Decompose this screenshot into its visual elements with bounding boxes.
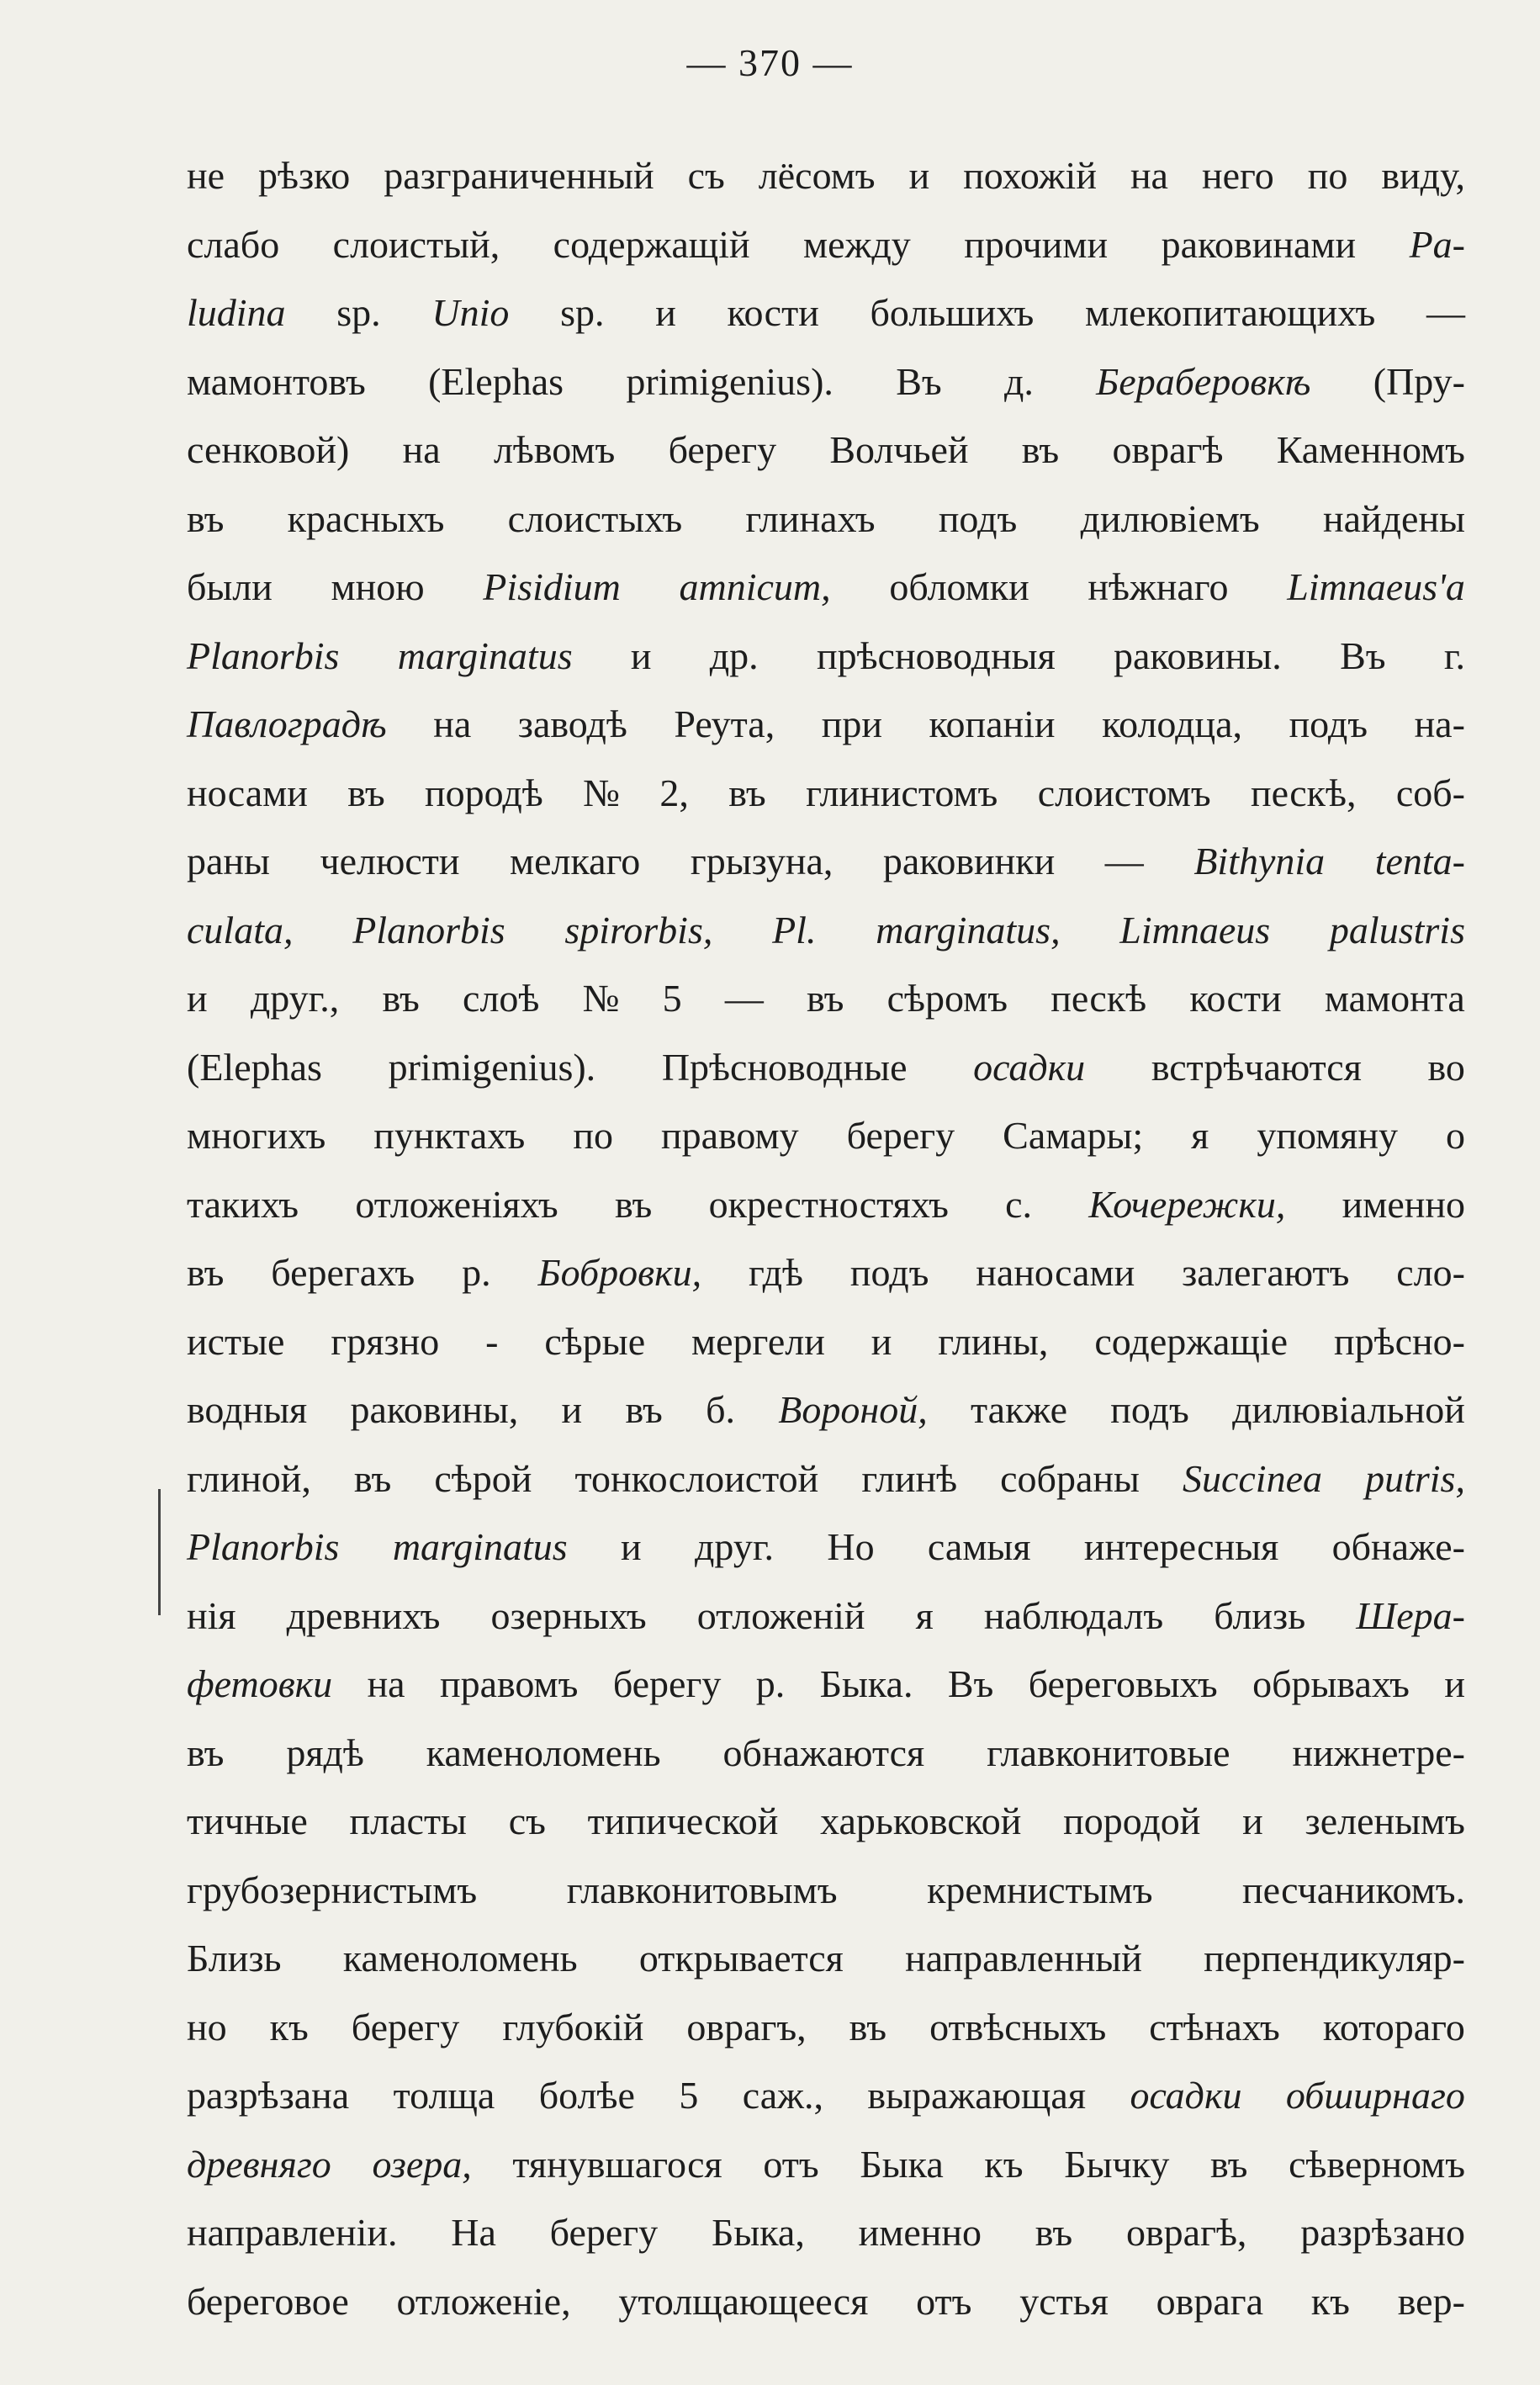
word: сѣрые: [544, 1319, 646, 1363]
word: нижнетре-: [1292, 1730, 1465, 1774]
word: 5: [679, 2074, 699, 2117]
word: подъ: [1110, 1388, 1189, 1431]
word: оврагъ,: [686, 2005, 807, 2048]
word: и: [621, 1525, 642, 1568]
body-text: [187, 141, 1465, 2335]
word: Но: [827, 1525, 875, 1568]
word: въ: [1035, 2211, 1073, 2254]
word: берегу: [549, 2211, 659, 2254]
word: по: [573, 1114, 613, 1157]
word: въ: [382, 977, 420, 1020]
word: Pisidium: [483, 565, 621, 608]
word: въ: [187, 496, 225, 540]
word: въ: [849, 2005, 887, 2048]
word: кремнистымъ: [927, 1868, 1153, 1911]
word: разрѣзана: [187, 2074, 350, 2117]
word: древняго: [187, 2142, 331, 2186]
word: culata,: [187, 908, 294, 951]
word: главконитовые: [987, 1730, 1230, 1774]
text-line: [187, 553, 1465, 622]
word: него: [1201, 154, 1274, 197]
word: въ: [807, 977, 844, 1020]
word: подъ: [1289, 702, 1368, 745]
word: мамонтовъ: [187, 359, 366, 403]
text-line: [187, 690, 1465, 759]
word: о: [1445, 1114, 1465, 1157]
word: Прѣсноводные: [661, 1045, 908, 1089]
word: красныхъ: [287, 496, 445, 540]
word: породой: [1063, 1799, 1201, 1842]
text-line: [187, 1856, 1465, 1925]
word: берегу: [668, 428, 777, 471]
word: раковинки: [882, 840, 1056, 882]
word: содержащій: [553, 222, 750, 266]
word: слабо: [187, 222, 280, 266]
word: колодца,: [1102, 702, 1243, 745]
word: г.: [1443, 633, 1465, 677]
word: и: [655, 291, 676, 334]
word: между: [803, 222, 911, 266]
word: Planorbis: [187, 1525, 340, 1568]
word: главконитовымъ: [566, 1868, 838, 1911]
word: оврагѣ,: [1125, 2211, 1247, 2254]
word: (Elephas: [428, 359, 564, 403]
word: рѣзко: [258, 154, 351, 197]
word: Unio: [431, 291, 510, 334]
word: —: [1104, 840, 1144, 882]
word: оврагѣ: [1112, 428, 1224, 471]
word: Limnaeus'a: [1287, 565, 1465, 608]
word: въ: [187, 1730, 225, 1774]
word: большихъ: [870, 291, 1035, 334]
word: Кочережки,: [1088, 1182, 1286, 1226]
word: лёсомъ: [758, 154, 876, 197]
word: пласты: [349, 1799, 467, 1842]
word: -: [485, 1319, 499, 1363]
word: Бобровки,: [537, 1251, 702, 1294]
word: Вороной,: [778, 1388, 928, 1431]
text-line: [187, 1170, 1465, 1239]
word: на: [1130, 154, 1168, 197]
word: Pl.: [772, 908, 817, 951]
word: на: [402, 428, 441, 471]
word: и: [908, 154, 930, 197]
word: млекопитающихъ: [1085, 291, 1376, 334]
word: въ: [347, 771, 385, 814]
word: древнихъ: [286, 1593, 441, 1637]
text-line: [187, 278, 1465, 347]
word: дилювіемъ: [1080, 496, 1260, 540]
word: друг.: [695, 1525, 774, 1568]
word: съ: [687, 154, 725, 197]
word: также: [970, 1388, 1068, 1431]
text-line: [187, 2267, 1465, 2336]
word: Bithynia: [1193, 840, 1326, 882]
word: Шера-: [1356, 1593, 1465, 1637]
word: не: [187, 154, 225, 197]
word: глинѣ: [861, 1456, 958, 1500]
word: мергели: [691, 1319, 825, 1363]
text-line: [187, 416, 1465, 485]
word: раковинами: [1161, 222, 1357, 266]
word: слоистый,: [332, 222, 500, 266]
text-line: [187, 2061, 1465, 2130]
word: sp.: [560, 291, 605, 334]
text-line: [187, 896, 1465, 965]
word: рядѣ: [286, 1730, 364, 1774]
word: На: [451, 2211, 496, 2254]
text-line: [187, 1307, 1465, 1376]
word: отъ: [763, 2142, 819, 2186]
word: водныя: [187, 1388, 308, 1431]
word: песчаникомъ.: [1241, 1868, 1465, 1911]
page-number: — 370 —: [686, 41, 854, 84]
word: интересныя: [1083, 1525, 1279, 1568]
word: глубокій: [502, 2005, 644, 2048]
word: и: [871, 1319, 892, 1363]
word: къ: [1310, 2279, 1350, 2323]
word: marginatus: [392, 1525, 568, 1568]
word: берегахъ: [271, 1251, 415, 1294]
word: въ: [1021, 428, 1060, 471]
word: №: [583, 771, 621, 814]
word: пескѣ,: [1251, 771, 1357, 814]
margin-pencil-mark: [158, 1489, 161, 1615]
word: Быка.: [819, 1662, 913, 1705]
word: берегу: [612, 1662, 722, 1705]
word: стѣнахъ: [1149, 2005, 1280, 2048]
word: отвѣсныхъ: [929, 2005, 1107, 2048]
word: истые: [187, 1319, 285, 1363]
word: многихъ: [187, 1114, 326, 1157]
word: самыя: [927, 1525, 1031, 1568]
word: въ: [728, 771, 766, 814]
word: заводѣ: [517, 702, 627, 745]
text-line: [187, 1582, 1465, 1651]
text-line: [187, 622, 1465, 691]
word: тичные: [187, 1799, 308, 1842]
word: Быка: [860, 2142, 944, 2186]
word: нѣжнаго: [1088, 565, 1229, 608]
word: Бераберовкѣ: [1096, 359, 1311, 403]
word: 5: [662, 977, 682, 1020]
word: sp.: [336, 291, 381, 334]
word: обнажаются: [722, 1730, 925, 1774]
word: Реута,: [674, 702, 775, 745]
word: Волчьей: [829, 428, 969, 471]
word: Павлоградѣ: [187, 702, 387, 745]
text-line: [187, 1650, 1465, 1719]
word: грубозернистымъ: [187, 1868, 478, 1911]
word: marginatus: [397, 633, 573, 677]
word: Planorbis: [352, 908, 505, 951]
text-line: [187, 1719, 1465, 1788]
word: содержащіе: [1094, 1319, 1289, 1363]
word: Близь: [187, 1937, 282, 1980]
word: putris,: [1365, 1456, 1465, 1500]
word: раны: [187, 840, 270, 882]
word: наблюдалъ: [983, 1593, 1164, 1637]
text-line: [187, 2130, 1465, 2199]
word: направленіи.: [187, 2211, 398, 2254]
word: обрывахъ: [1252, 1662, 1410, 1705]
word: №: [582, 977, 620, 1020]
text-line: [187, 141, 1465, 210]
word: с.: [1005, 1182, 1033, 1226]
word: (Elephas: [187, 1045, 322, 1089]
word: и: [630, 633, 652, 677]
word: раковины,: [350, 1388, 519, 1431]
word: р.: [755, 1662, 786, 1705]
word: spirorbis,: [564, 908, 713, 951]
word: въ: [353, 1456, 392, 1500]
word: на-: [1414, 702, 1465, 745]
word: саж.,: [742, 2074, 823, 2117]
word: были: [187, 565, 273, 608]
word: обширнаго: [1285, 2074, 1465, 2117]
word: пунктахъ: [373, 1114, 526, 1157]
text-line: [187, 1101, 1465, 1170]
word: толща: [393, 2074, 495, 2117]
word: берегу: [846, 1114, 955, 1157]
word: глины,: [938, 1319, 1049, 1363]
word: и: [561, 1388, 583, 1431]
word: Въ: [947, 1662, 994, 1705]
word: Въ: [1340, 633, 1386, 677]
word: мелкаго: [510, 840, 641, 882]
word: залегаютъ: [1182, 1251, 1350, 1294]
word: —: [724, 977, 764, 1020]
word: котораго: [1322, 2005, 1465, 2048]
text-line: [187, 210, 1465, 279]
word: нія: [187, 1593, 236, 1637]
text-line: [187, 1444, 1465, 1513]
text-line: [187, 759, 1465, 828]
word: въ: [625, 1388, 663, 1431]
word: сѣверномъ: [1289, 2142, 1465, 2186]
word: прочими: [964, 222, 1109, 266]
word: пескѣ: [1050, 977, 1147, 1020]
word: носами: [187, 771, 308, 814]
word: Самары;: [1003, 1114, 1144, 1157]
word: раковины.: [1114, 633, 1282, 677]
text-line: [187, 2198, 1465, 2267]
word: оврага: [1156, 2279, 1264, 2323]
word: съ: [508, 1799, 546, 1842]
word: (Пру-: [1373, 359, 1465, 403]
word: соб-: [1395, 771, 1465, 814]
text-line: [187, 1993, 1465, 2062]
word: primigenius).: [626, 359, 834, 403]
text-line: [187, 1513, 1465, 1582]
word: найдены: [1322, 496, 1465, 540]
word: каменоломень: [342, 1937, 578, 1980]
word: слоѣ: [463, 977, 540, 1020]
word: 2,: [659, 771, 689, 814]
word: обломки: [889, 565, 1029, 608]
text-line: [187, 1238, 1465, 1307]
word: palustris: [1329, 908, 1465, 951]
word: грязно: [331, 1319, 440, 1363]
word: на: [367, 1662, 405, 1705]
word: тянувшагося: [512, 2142, 722, 2186]
word: именно: [1342, 1182, 1465, 1226]
word: Въ: [896, 359, 942, 403]
word: копаніи: [929, 702, 1056, 745]
word: правомъ: [439, 1662, 579, 1705]
word: Быка,: [711, 2211, 805, 2254]
word: глинистомъ: [806, 771, 998, 814]
word: тонкослоистой: [574, 1456, 819, 1500]
word: окрестностяхъ: [708, 1182, 949, 1226]
text-line: [187, 1787, 1465, 1856]
word: Каменномъ: [1276, 428, 1465, 471]
word: встрѣчаются: [1151, 1045, 1362, 1089]
word: открывается: [638, 1937, 844, 1980]
word: направленный: [905, 1937, 1142, 1980]
word: грызуна,: [690, 840, 834, 882]
word: близь: [1214, 1593, 1306, 1637]
word: Limnaeus: [1119, 908, 1271, 951]
word: сло-: [1396, 1251, 1465, 1294]
word: и: [1242, 1799, 1263, 1842]
word: озерныхъ: [490, 1593, 647, 1637]
word: упомяну: [1257, 1114, 1398, 1157]
word: amnicum,: [679, 565, 831, 608]
word: болѣе: [538, 2074, 635, 2117]
text-line: [187, 1924, 1465, 1993]
word: ludina: [187, 291, 286, 334]
word: такихъ: [187, 1182, 299, 1226]
word: б.: [706, 1388, 735, 1431]
word: устья: [1019, 2279, 1109, 2323]
word: подъ: [938, 496, 1018, 540]
word: —: [1426, 291, 1465, 334]
text-line: [187, 1033, 1465, 1102]
word: прѣсноводныя: [816, 633, 1056, 677]
word: д.: [1003, 359, 1034, 403]
word: осадки: [1130, 2074, 1242, 2117]
word: именно: [858, 2211, 982, 2254]
word: сенковой): [187, 428, 350, 471]
word: друг.,: [250, 977, 340, 1020]
word: во: [1427, 1045, 1465, 1089]
word: въ: [1210, 2142, 1248, 2186]
word: подъ: [849, 1251, 929, 1294]
word: отложеніяхъ: [355, 1182, 558, 1226]
word: кости: [1189, 977, 1282, 1020]
word: marginatus,: [876, 908, 1061, 951]
word: виду,: [1381, 154, 1465, 197]
word: береговыхъ: [1028, 1662, 1218, 1705]
word: кости: [727, 291, 819, 334]
word: Бычку: [1064, 2142, 1170, 2186]
word: зеленымъ: [1305, 1799, 1465, 1842]
word: сѣромъ: [886, 977, 1008, 1020]
word: разрѣзано: [1300, 2211, 1465, 2254]
word: вер-: [1397, 2279, 1465, 2323]
word: въ: [614, 1182, 653, 1226]
word: осадки: [973, 1045, 1086, 1089]
word: Pa-: [1409, 222, 1465, 266]
word: и: [1444, 1662, 1465, 1705]
word: породѣ: [425, 771, 543, 814]
word: похожій: [963, 154, 1097, 197]
text-line: [187, 485, 1465, 554]
word: выражающая: [867, 2074, 1087, 2117]
text-line: [187, 827, 1465, 896]
word: наносами: [976, 1251, 1135, 1294]
text-line: [187, 1375, 1465, 1444]
text-line: [187, 964, 1465, 1033]
text-line: [187, 347, 1465, 416]
word: я: [1191, 1114, 1209, 1157]
word: фетовки: [187, 1662, 333, 1705]
word: отъ: [916, 2279, 972, 2323]
word: дилювіальной: [1232, 1388, 1465, 1431]
word: разграниченный: [384, 154, 654, 197]
word: tenta-: [1374, 840, 1465, 882]
word: утолщающееся: [618, 2279, 869, 2323]
word: правому: [660, 1114, 799, 1157]
word: собраны: [1000, 1456, 1140, 1500]
word: берегу: [351, 2005, 460, 2048]
word: отложеній: [696, 1593, 865, 1637]
word: слоистомъ: [1037, 771, 1211, 814]
word: р.: [462, 1251, 491, 1294]
word: я: [915, 1593, 934, 1637]
word: primigenius).: [388, 1045, 596, 1089]
word: челюсти: [320, 840, 460, 882]
word: лѣвомъ: [493, 428, 616, 471]
word: Planorbis: [187, 633, 340, 677]
word: и: [187, 977, 208, 1020]
word: глиной,: [187, 1456, 311, 1500]
word: обнаже-: [1331, 1525, 1465, 1568]
word: въ: [187, 1251, 225, 1294]
word: Succinea: [1182, 1456, 1322, 1500]
word: харьковской: [820, 1799, 1022, 1842]
word: къ: [269, 2005, 309, 2048]
word: озера,: [372, 2142, 472, 2186]
word: къ: [984, 2142, 1024, 2186]
word: перпендикуляр-: [1204, 1937, 1465, 1980]
word: др.: [709, 633, 759, 677]
word: отложеніе,: [396, 2279, 571, 2323]
word: мною: [331, 565, 425, 608]
word: береговое: [187, 2279, 349, 2323]
word: каменоломень: [426, 1730, 661, 1774]
word: на: [433, 702, 472, 745]
word: сѣрой: [434, 1456, 532, 1500]
word: по: [1307, 154, 1348, 197]
word: глинахъ: [745, 496, 876, 540]
word: при: [821, 702, 882, 745]
word: типической: [587, 1799, 779, 1842]
word: прѣсно-: [1334, 1319, 1465, 1363]
word: мамонта: [1324, 977, 1465, 1020]
word: гдѣ: [749, 1251, 804, 1294]
word: но: [187, 2005, 227, 2048]
word: слоистыхъ: [507, 496, 683, 540]
